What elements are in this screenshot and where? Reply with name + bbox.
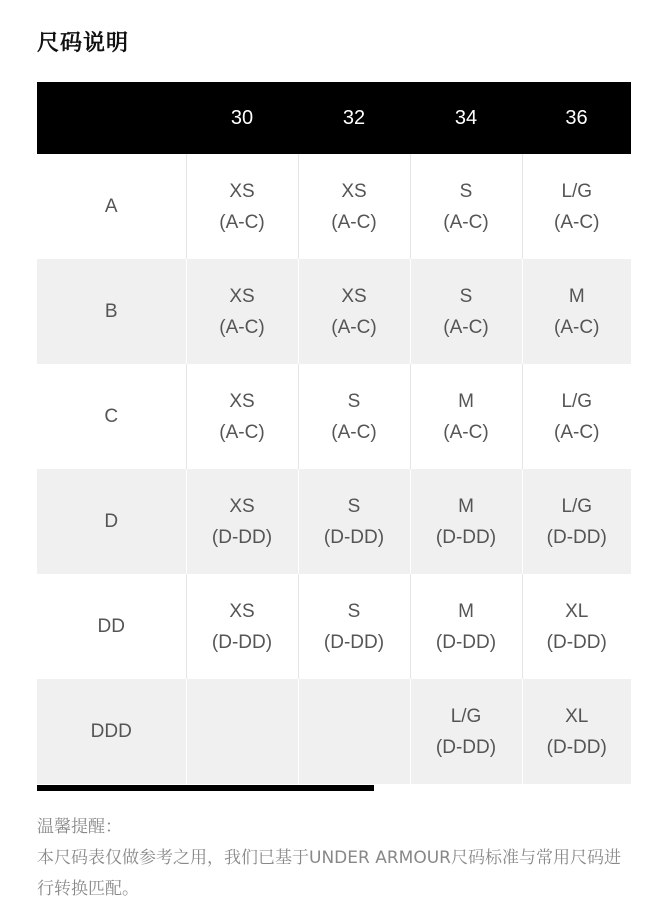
size-value: S — [459, 285, 473, 307]
header-cell-band-size: 30 — [186, 82, 298, 154]
cup-range: (D-DD) — [435, 526, 497, 548]
table-header-row — [37, 82, 631, 154]
size-value: S — [347, 390, 361, 412]
size-cell — [522, 364, 631, 469]
header-cell-band-size: 34 — [410, 82, 522, 154]
size-cell — [298, 679, 410, 784]
size-value: M — [458, 495, 474, 517]
cup-size-label: A — [104, 196, 118, 217]
size-value: M — [458, 390, 474, 412]
note-body: 本尺码表仅做参考之用，我们已基于UNDER ARMOUR尺码标准与常用尺码进行转换匹配。 — [37, 848, 621, 899]
size-value: M — [568, 285, 585, 307]
size-value: S — [347, 600, 361, 622]
horizontal-scrollbar[interactable] — [37, 785, 631, 791]
size-value: S — [459, 180, 473, 202]
table-row — [37, 679, 631, 784]
size-value: L/G — [561, 390, 593, 412]
cup-range: (A-C) — [554, 211, 600, 233]
size-cell — [522, 679, 631, 784]
cup-range: (A-C) — [443, 211, 489, 233]
size-cell — [410, 469, 522, 574]
size-cell — [298, 364, 410, 469]
size-cell — [298, 469, 410, 574]
size-cell — [298, 574, 410, 679]
size-value: M — [458, 600, 474, 622]
size-cell — [186, 469, 298, 574]
cup-range: (D-DD) — [323, 526, 385, 548]
cup-range: (A-C) — [331, 421, 377, 443]
size-cell — [522, 469, 631, 574]
size-value: L/G — [450, 705, 482, 727]
size-cell — [410, 259, 522, 364]
cup-range: (A-C) — [331, 316, 377, 338]
size-cell — [298, 259, 410, 364]
table-row — [37, 154, 631, 259]
size-cell — [186, 259, 298, 364]
cup-range: (D-DD) — [323, 631, 385, 653]
cup-range: (A-C) — [554, 421, 600, 443]
size-value: XS — [229, 285, 255, 307]
size-chart-table — [37, 82, 631, 784]
cup-size-label: DDD — [37, 679, 186, 784]
size-value: XL — [565, 705, 589, 727]
cup-range: (A-C) — [331, 211, 377, 233]
size-cell — [522, 259, 631, 364]
cup-range: (A-C) — [443, 316, 489, 338]
table-row — [37, 469, 631, 574]
scrollbar-thumb[interactable] — [37, 785, 374, 791]
size-value: S — [347, 495, 361, 517]
size-value: L/G — [561, 180, 593, 202]
size-cell — [186, 154, 298, 259]
size-cell — [522, 574, 631, 679]
page-title: 尺码说明 — [37, 31, 130, 56]
table-row — [37, 259, 631, 364]
size-value: XS — [229, 390, 255, 412]
size-value: XS — [229, 495, 255, 517]
cup-range: (D-DD) — [546, 736, 607, 758]
note-heading: 温馨提醒： — [37, 817, 122, 837]
size-cell — [410, 679, 522, 784]
cup-range: (D-DD) — [211, 631, 273, 653]
size-cell — [298, 154, 410, 259]
size-value: XS — [229, 180, 255, 202]
cup-range: (A-C) — [219, 421, 265, 443]
size-note — [37, 812, 637, 905]
table-row — [37, 364, 631, 469]
cup-range: (A-C) — [219, 316, 265, 338]
size-cell — [186, 574, 298, 679]
cup-size-label: DD — [97, 616, 125, 637]
size-cell — [410, 154, 522, 259]
cup-range: (D-DD) — [546, 526, 607, 548]
size-value: L/G — [561, 495, 593, 517]
cup-range: (D-DD) — [546, 631, 607, 653]
size-value: XS — [341, 285, 367, 307]
cup-size-label: C — [104, 406, 119, 427]
size-cell — [186, 679, 298, 784]
cup-range: (A-C) — [219, 211, 265, 233]
cup-range: (A-C) — [554, 316, 600, 338]
size-cell — [522, 154, 631, 259]
cup-size-label: D — [37, 469, 186, 574]
size-cell — [410, 364, 522, 469]
table-row — [37, 574, 631, 679]
cup-size-label: B — [37, 259, 186, 364]
cup-range: (D-DD) — [211, 526, 273, 548]
header-cell-band-size: 32 — [298, 82, 410, 154]
size-cell — [410, 574, 522, 679]
cup-range: (D-DD) — [435, 631, 497, 653]
size-cell — [186, 364, 298, 469]
size-value: XS — [341, 180, 367, 202]
header-cell-band-size: 36 — [522, 82, 631, 154]
size-value: XL — [565, 600, 589, 622]
cup-range: (D-DD) — [435, 736, 497, 758]
header-cell-corner — [37, 82, 186, 154]
cup-range: (A-C) — [443, 421, 489, 443]
size-value: XS — [229, 600, 255, 622]
